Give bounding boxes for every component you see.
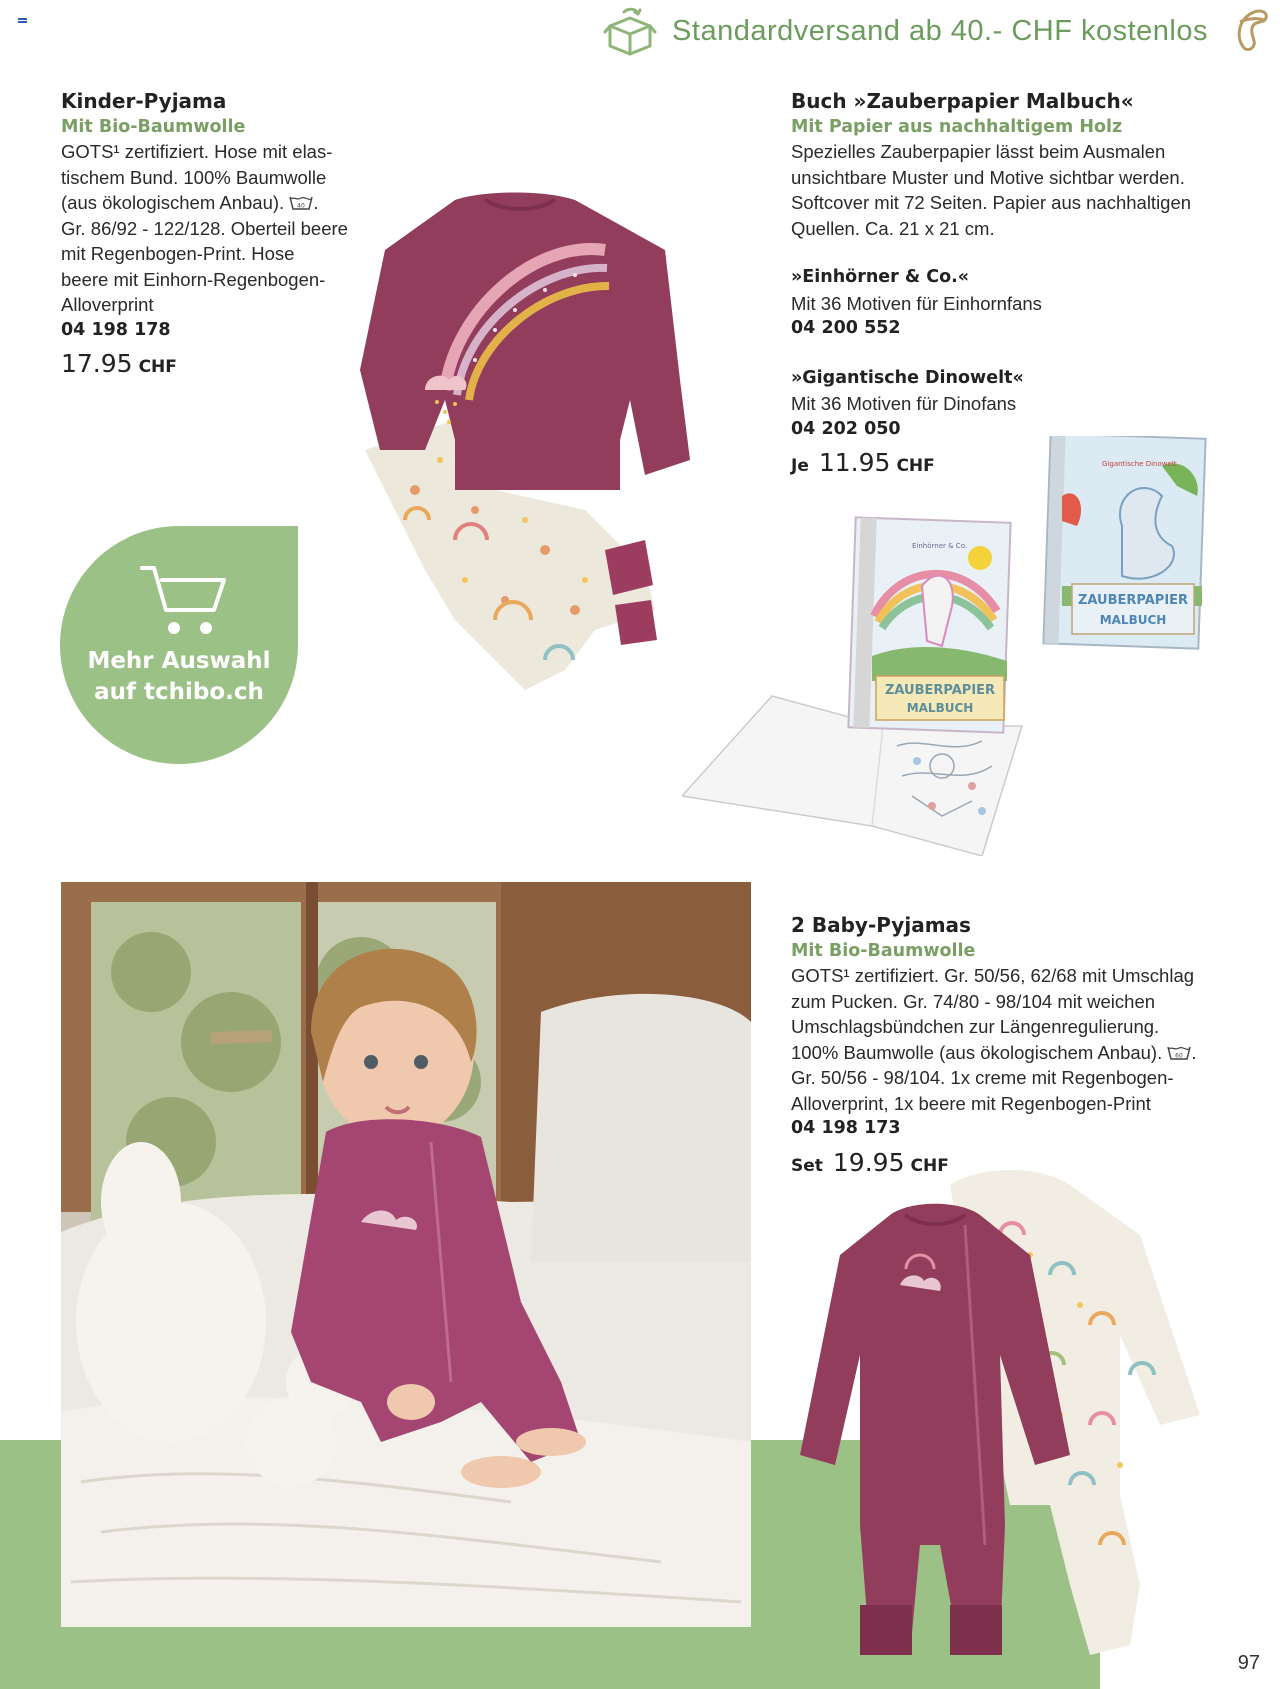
kids-pyjama-price: [61, 351, 381, 381]
book-variant-article: 04 202 050: [791, 418, 901, 439]
shipping-text: Standardversand ab 40.- CHF kostenlos: [672, 14, 1208, 47]
kids-pyjama-line: Gr. 86/92 - 122/128. Oberteil beere: [61, 217, 348, 239]
cover-subtitle-text: MALBUCH: [906, 701, 974, 715]
kids-pyjama-subtitle: Mit Bio-Baumwolle: [61, 117, 246, 137]
cover-title-text: ZAUBERPAPIER: [884, 683, 996, 698]
baby-pyjamas-line: Umschlagsbündchen zur Längenregulierung.: [791, 1016, 1160, 1037]
book-variant-name: »Gigantische Dinowelt«: [791, 367, 1024, 388]
price-amount: 11.95: [818, 448, 891, 477]
kids-pyjama-line: beere mit Einhorn-Regenbogen-: [61, 268, 326, 290]
kids-pyjama-text: ¹ zertifiziert. Hose mit elas-: [113, 141, 333, 162]
baby-pyjamas-line: [791, 1040, 1251, 1066]
svg-text:40: 40: [297, 202, 306, 210]
cta-line-2: auf tchibo.ch: [94, 679, 264, 705]
cta-text: [60, 646, 298, 708]
baby-pyjamas-line: Gr. 50/56 - 98/104. 1x creme mit Regenbogen-: [791, 1067, 1174, 1088]
shipping-banner: [602, 8, 1208, 54]
package-icon: [602, 6, 658, 56]
baby-pyjamas-line: [791, 963, 1251, 989]
page-number: 97: [1237, 1652, 1260, 1674]
baby-pyjamas-line: zum Pucken. Gr. 74/80 - 98/104 mit weichen: [791, 990, 1156, 1012]
kids-pyjama-line: Alloverprint: [61, 294, 154, 315]
wash-40-icon: [289, 195, 313, 211]
book-variant-article: 04 200 552: [791, 318, 901, 338]
book-description: [791, 88, 1241, 480]
baby-pyjamas-subtitle: Mit Bio-Baumwolle: [791, 941, 976, 961]
price-amount: 19.95: [832, 1147, 905, 1177]
baby-pyjamas-article: 04 198 173: [791, 1118, 901, 1138]
book-line: Spezielles Zauberpapier lässt beim Ausmalen: [791, 141, 1166, 162]
more-selection-cta[interactable]: [60, 526, 298, 764]
baby-pyjamas-description: [791, 912, 1251, 1179]
book-variant-desc: Mit 36 Motiven für Einhornfans: [791, 292, 1042, 314]
cover-unicorn-label: Einhörner & Co.: [912, 542, 968, 550]
cover-title-text: ZAUBERPAPIER: [1077, 593, 1189, 608]
book-variant-desc: Mit 36 Motiven für Dinofans: [791, 393, 1017, 414]
shopping-cart-icon: [140, 564, 226, 638]
kids-pyjama-line: [61, 190, 381, 216]
book-line: unsichtbare Muster und Motive sichtbar werden.: [791, 166, 1185, 188]
period: .: [313, 192, 319, 213]
cover-subtitle-text: MALBUCH: [1099, 613, 1167, 627]
kids-pyjama-title: Kinder-Pyjama: [61, 89, 227, 113]
price-currency: CHF: [910, 1155, 949, 1176]
price-currency: CHF: [896, 456, 935, 476]
pyjama-top: [360, 193, 690, 491]
baby-pyjamas-text: 100% Baumwolle (aus ökologischem Anbau).: [791, 1041, 1163, 1063]
baby-pyjamas-image[interactable]: [800, 1165, 1220, 1685]
kids-pyjama-line: [61, 139, 381, 165]
price-currency: CHF: [138, 357, 177, 377]
kids-pyjama-text: (aus ökologischem Anbau).: [61, 192, 285, 213]
berry-pyjama: [800, 1204, 1070, 1655]
price-amount: 17.95: [61, 349, 133, 378]
kids-pyjama-line: mit Regenbogen-Print. Hose: [61, 243, 295, 264]
book-subtitle: Mit Papier aus nachhaltigem Holz: [791, 117, 1123, 137]
baby-lifestyle-photo: [61, 882, 751, 1627]
book-images[interactable]: [682, 436, 1242, 856]
book-cover-unicorns: [848, 517, 1010, 732]
price-prefix: Set: [791, 1155, 823, 1176]
kids-pyjama-article: 04 198 178: [61, 319, 171, 340]
cover-dino-label: Gigantische Dinowelt: [1102, 460, 1177, 468]
kids-pyjama-line: tischem Bund. 100% Baumwolle: [61, 166, 327, 188]
price-prefix: Je: [791, 456, 809, 476]
baby-pyjamas-title: 2 Baby-Pyjamas: [791, 913, 971, 937]
gots-label: GOTS: [791, 965, 844, 986]
svg-text:60: 60: [1175, 1052, 1184, 1059]
tchibo-bean-icon[interactable]: [1230, 8, 1270, 52]
book-cover-dinos: [1043, 436, 1205, 649]
book-line: Softcover mit 72 Seiten. Papier aus nachhaltigen: [791, 192, 1192, 213]
period: .: [1191, 1041, 1197, 1063]
gots-label: GOTS: [61, 141, 114, 162]
wash-60-icon: [1167, 1045, 1191, 1061]
cta-line-1: Mehr Auswahl: [87, 648, 271, 674]
book-title: Buch »Zauberpapier Malbuch«: [791, 89, 1134, 113]
book-variant-name: »Einhörner & Co.«: [791, 267, 970, 287]
kids-pyjama-description: [61, 88, 381, 381]
menu-icon[interactable]: [18, 18, 27, 26]
baby-pyjamas-line: Alloverprint, 1x beere mit Regenbogen-Print: [791, 1092, 1151, 1114]
book-line: Quellen. Ca. 21 x 21 cm.: [791, 217, 995, 239]
kids-pyjama-image[interactable]: [345, 190, 715, 710]
baby-pyjamas-text: ¹ zertifiziert. Gr. 50/56, 62/68 mit Umschlag: [843, 965, 1195, 986]
